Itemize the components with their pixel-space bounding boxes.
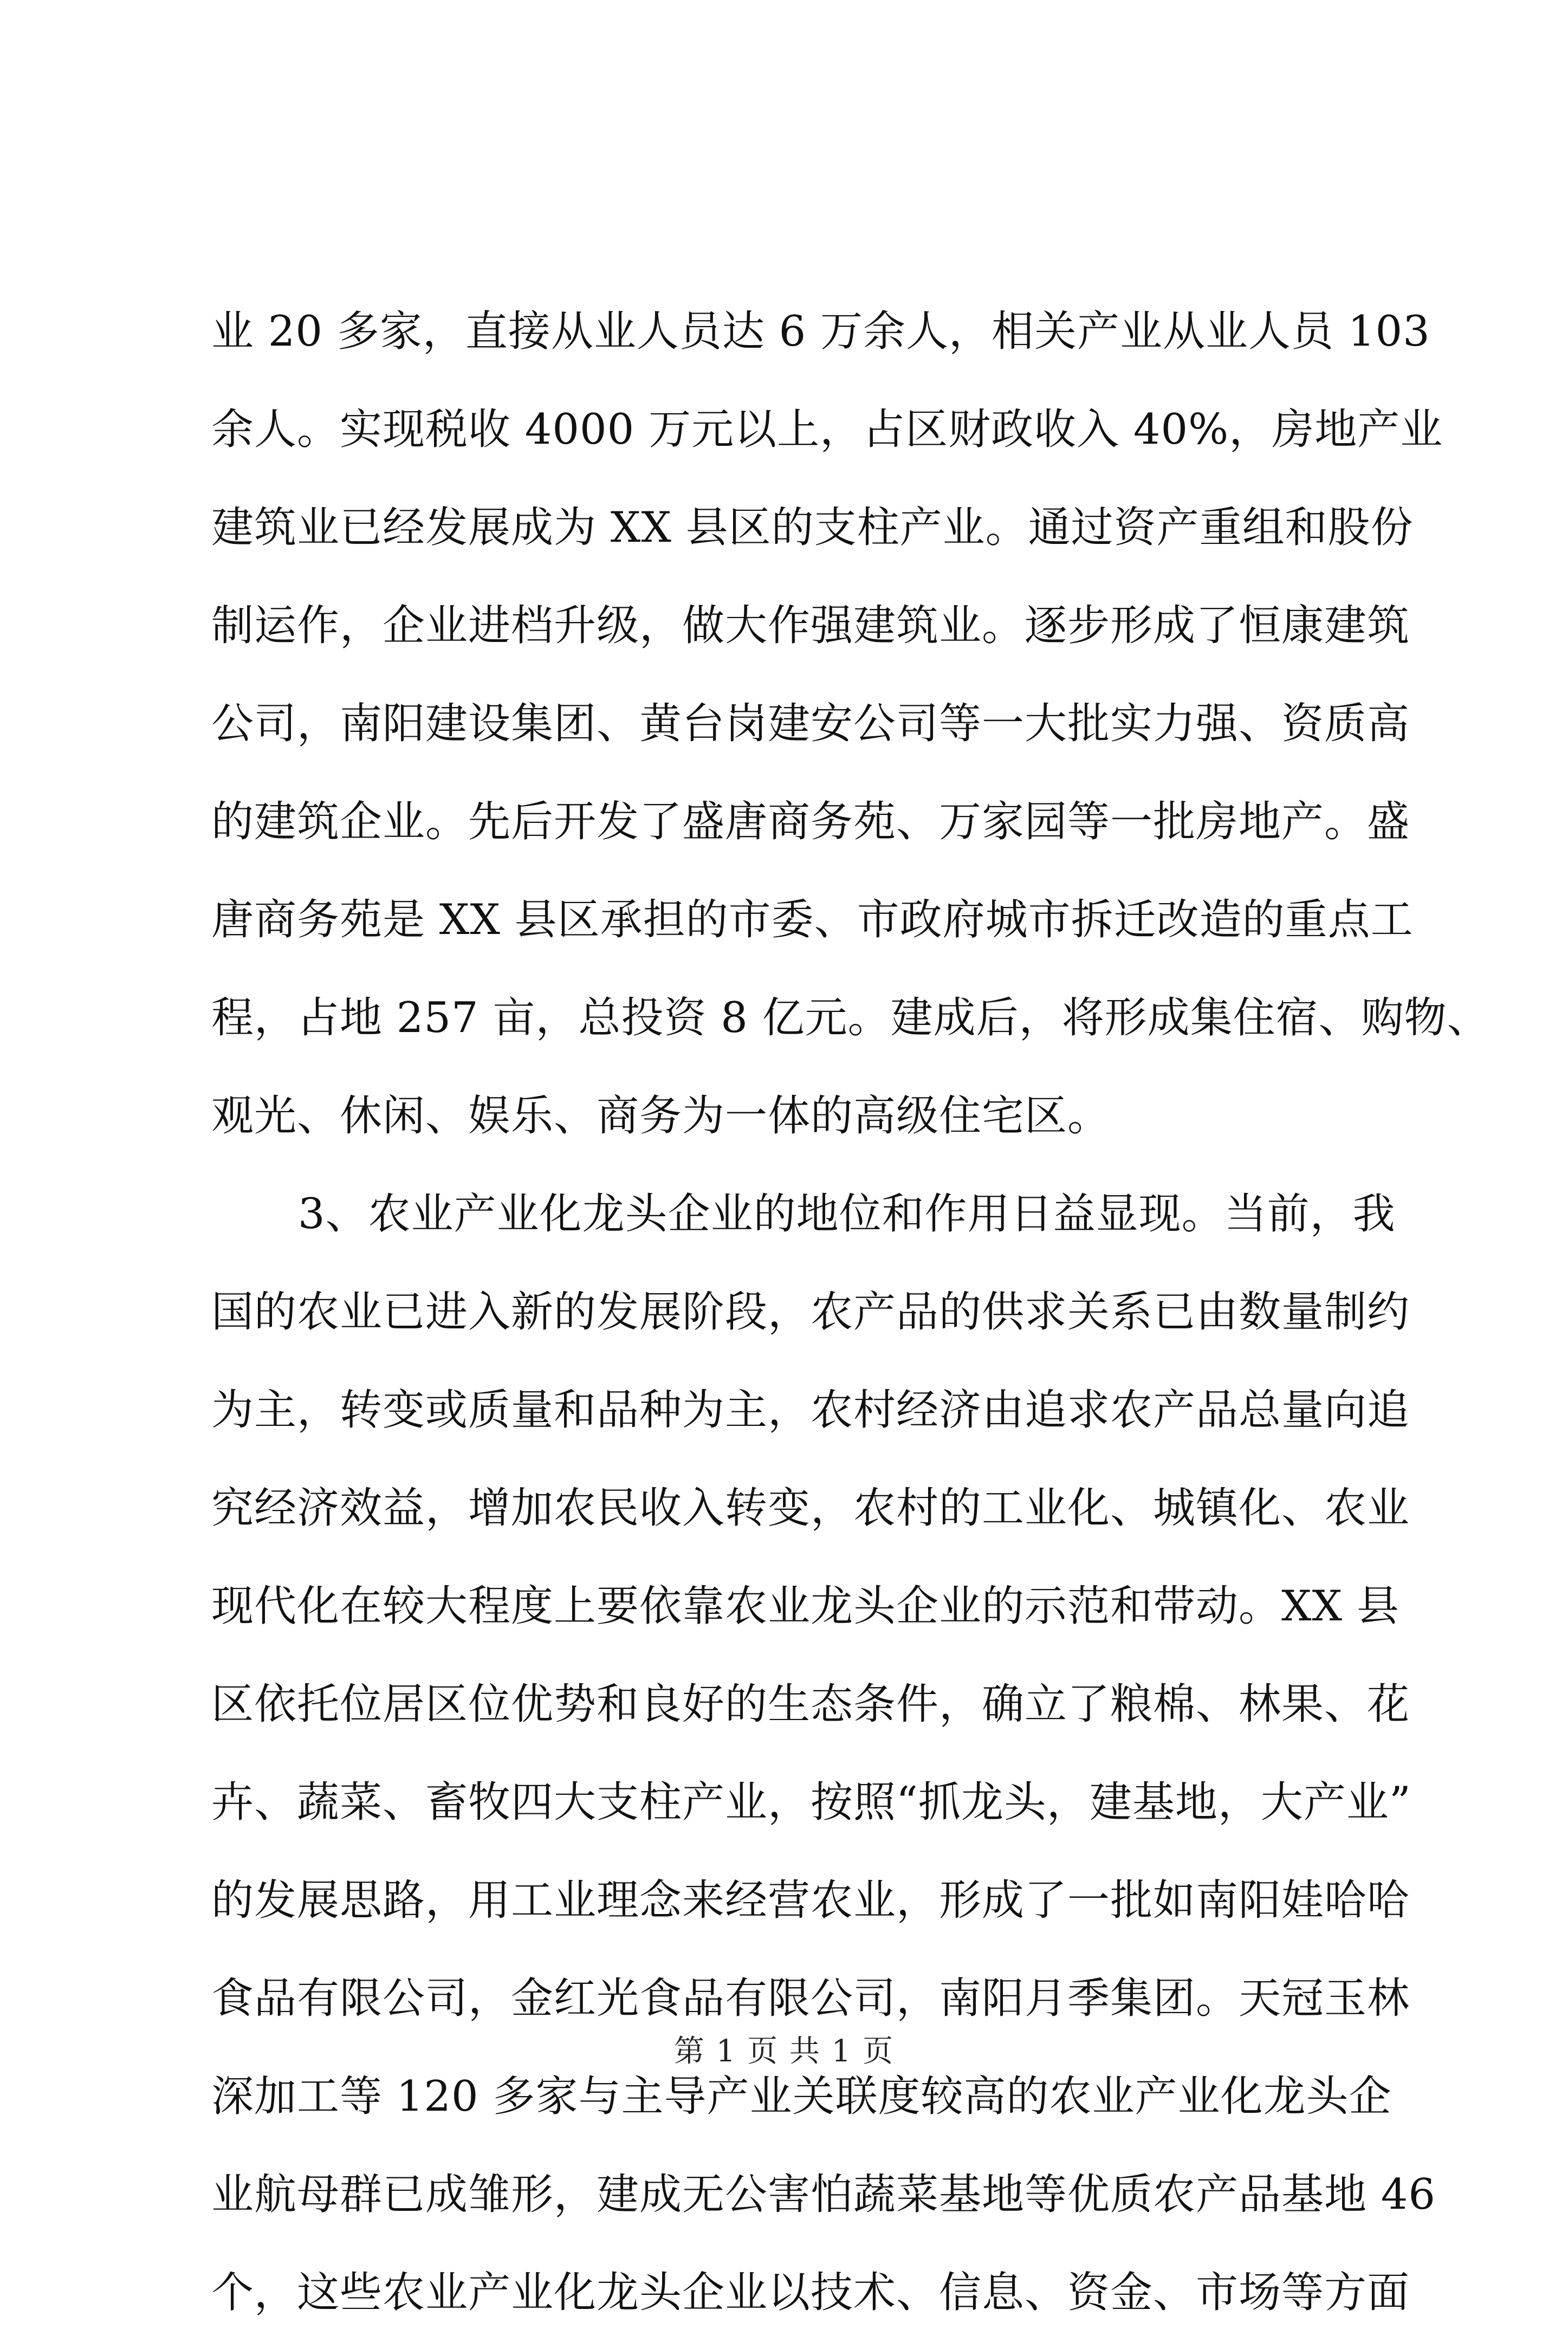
text-line: 制运作，企业进档升级，做大作强建筑业。逐步形成了恒康建筑	[211, 601, 1410, 650]
text-line: 唐商务苑是 XX 县区承担的市委、市政府城市拆迁改造的重点工	[211, 896, 1414, 944]
paragraph-start-line: 3、农业产业化龙头企业的地位和作用日益显现。当前，我	[298, 1190, 1396, 1238]
text-line: 余人。实现税收 4000 万元以上，占区财政收入 40%，房地产业	[211, 405, 1443, 454]
text-line: 现代化在较大程度上要依靠农业龙头企业的示范和带动。XX 县	[211, 1582, 1399, 1631]
text-line: 公司，南阳建设集团、黄台岗建安公司等一大批实力强、资质高	[211, 699, 1410, 748]
text-line: 业 20 多家，直接从业人员达 6 万余人，相关产业从业人员 103	[211, 307, 1430, 356]
text-line: 区依托位居区位优势和良好的生态条件，确立了粮棉、林果、花	[211, 1680, 1410, 1729]
text-line: 的建筑企业。先后开发了盛唐商务苑、万家园等一批房地产。盛	[211, 797, 1410, 846]
text-line: 食品有限公司，金红光食品有限公司，南阳月季集团。天冠玉林	[211, 1974, 1410, 2023]
text-line: 国的农业已进入新的发展阶段，农产品的供求关系已由数量制约	[211, 1288, 1410, 1337]
text-line: 深加工等 120 多家与主导产业关联度较高的农业产业化龙头企	[211, 2072, 1392, 2121]
text-line: 个，这些农业产业化龙头企业以技术、信息、资金、市场等方面	[211, 2268, 1410, 2317]
text-line: 的发展思路，用工业理念来经营农业，形成了一批如南阳娃哈哈	[211, 1876, 1410, 1925]
text-line: 究经济效益，增加农民收入转变，农村的工业化、城镇化、农业	[211, 1484, 1410, 1533]
text-line: 程，占地 257 亩，总投资 8 亿元。建成后，将形成集住宿、购物、	[211, 994, 1490, 1042]
text-line: 卉、蔬菜、畜牧四大支柱产业，按照“抓龙头，建基地，大产业”	[211, 1778, 1411, 1827]
page-number-footer: 第 1 页 共 1 页	[673, 2034, 895, 2069]
text-line: 为主，转变或质量和品种为主，农村经济由追求农产品总量向追	[211, 1386, 1410, 1435]
text-line: 观光、休闲、娱乐、商务为一体的高级住宅区。	[211, 1092, 1111, 1140]
text-line: 建筑业已经发展成为 XX 县区的支柱产业。通过资产重组和股份	[211, 503, 1414, 552]
text-line: 业航母群已成雏形，建成无公害怕蔬菜基地等优质农产品基地 46	[211, 2170, 1436, 2219]
